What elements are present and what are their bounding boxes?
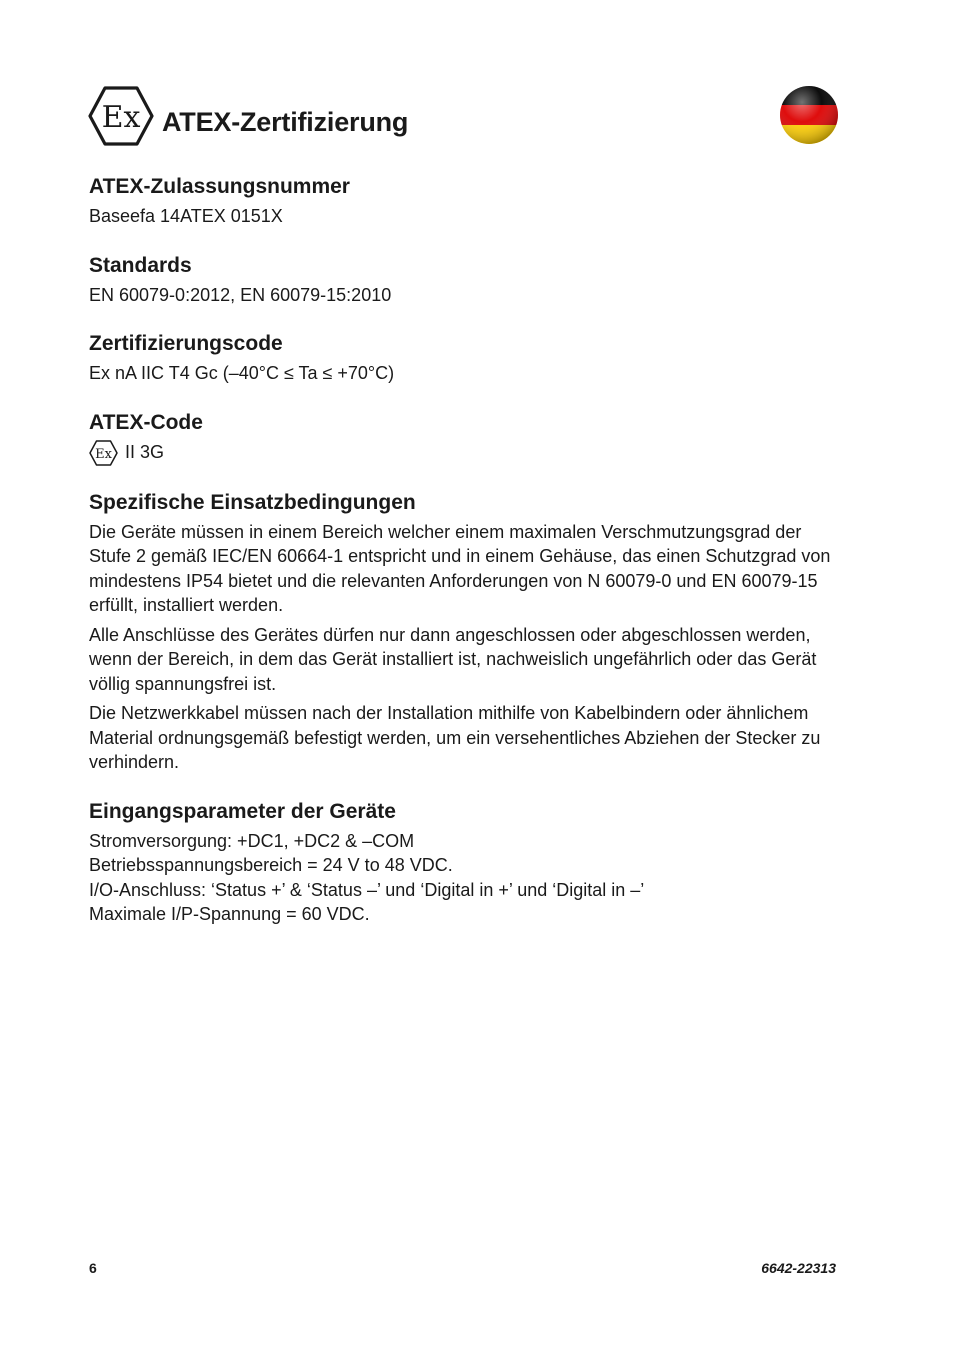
ex-hexagon-small-icon	[89, 440, 118, 466]
conditions-paragraph: Die Geräte müssen in einem Bereich welcher einem maximalen Verschmutzungsgrad der Stufe 2 gemäß IEC/EN 60664-1 entspricht und in einem Gehäuse, das einen Schutzgrad von mindestens IP54 bietet und die relevanten Anforderungen von N 60079-0 und EN 60079-15 erfüllt, installiert werden.	[89, 521, 831, 615]
input-parameters-heading: Eingangsparameter der Geräte	[89, 799, 396, 823]
input-parameters-section	[89, 797, 834, 927]
page-number: 6	[89, 1260, 97, 1276]
conditions-heading: Spezifische Einsatzbedingungen	[89, 490, 416, 514]
ex-small-text: Ex	[95, 446, 112, 462]
approval-number-heading: ATEX-Zulassungsnummer	[89, 175, 350, 198]
document-number: 6642-22313	[761, 1260, 836, 1276]
atex-code-heading: ATEX-Code	[89, 410, 203, 434]
german-flag-icon	[779, 85, 839, 145]
certification-code-heading: Zertifizierungscode	[89, 332, 283, 355]
certification-code-value: Ex nA IIC T4 Gc (–40°C ≤ Ta ≤ +70°C)	[89, 363, 395, 383]
standards-section	[89, 251, 834, 308]
ex-logo-text: Ex	[101, 100, 141, 135]
input-parameter-line: Maximale I/P-Spannung = 60 VDC.	[89, 904, 370, 925]
conditions-section	[89, 488, 834, 775]
input-parameter-line: Betriebsspannungsbereich = 24 V to 48 VDC.	[89, 855, 453, 876]
atex-code-row	[89, 440, 834, 466]
atex-code-section	[89, 408, 834, 466]
certification-code-section	[89, 329, 834, 386]
input-parameter-line: I/O-Anschluss: ‘Status +’ & ‘Status –’ und ‘Digital in +’ und ‘Digital in –’	[89, 879, 645, 900]
atex-code-value: II 3G	[125, 442, 165, 463]
conditions-paragraph: Alle Anschlüsse des Gerätes dürfen nur dann angeschlossen oder abgeschlossen werden, wenn der Bereich, in dem das Gerät installiert ist, nachweislich ungefährlich oder das Gerät völlig spannungsfrei ist.	[89, 624, 817, 694]
standards-value: EN 60079-0:2012, EN 60079-15:2010	[89, 284, 392, 305]
standards-heading: Standards	[89, 253, 192, 277]
conditions-paragraph: Die Netzwerkkabel müssen nach der Installation mithilfe von Kabelbindern oder ähnlichem Material ordnungsgemäß befestigt werden, um ein versehentliches Abziehen der Stecker zu verhindern.	[89, 703, 821, 772]
approval-number-value: Baseefa 14ATEX 0151X	[89, 206, 283, 226]
page-title: ATEX-Zertifizierung	[162, 107, 409, 137]
approval-number-section	[89, 172, 834, 229]
input-parameter-line: Stromversorgung: +DC1, +DC2 & –COM	[89, 830, 415, 851]
ex-hexagon-logo-icon	[88, 86, 154, 146]
certification-content	[89, 172, 834, 949]
